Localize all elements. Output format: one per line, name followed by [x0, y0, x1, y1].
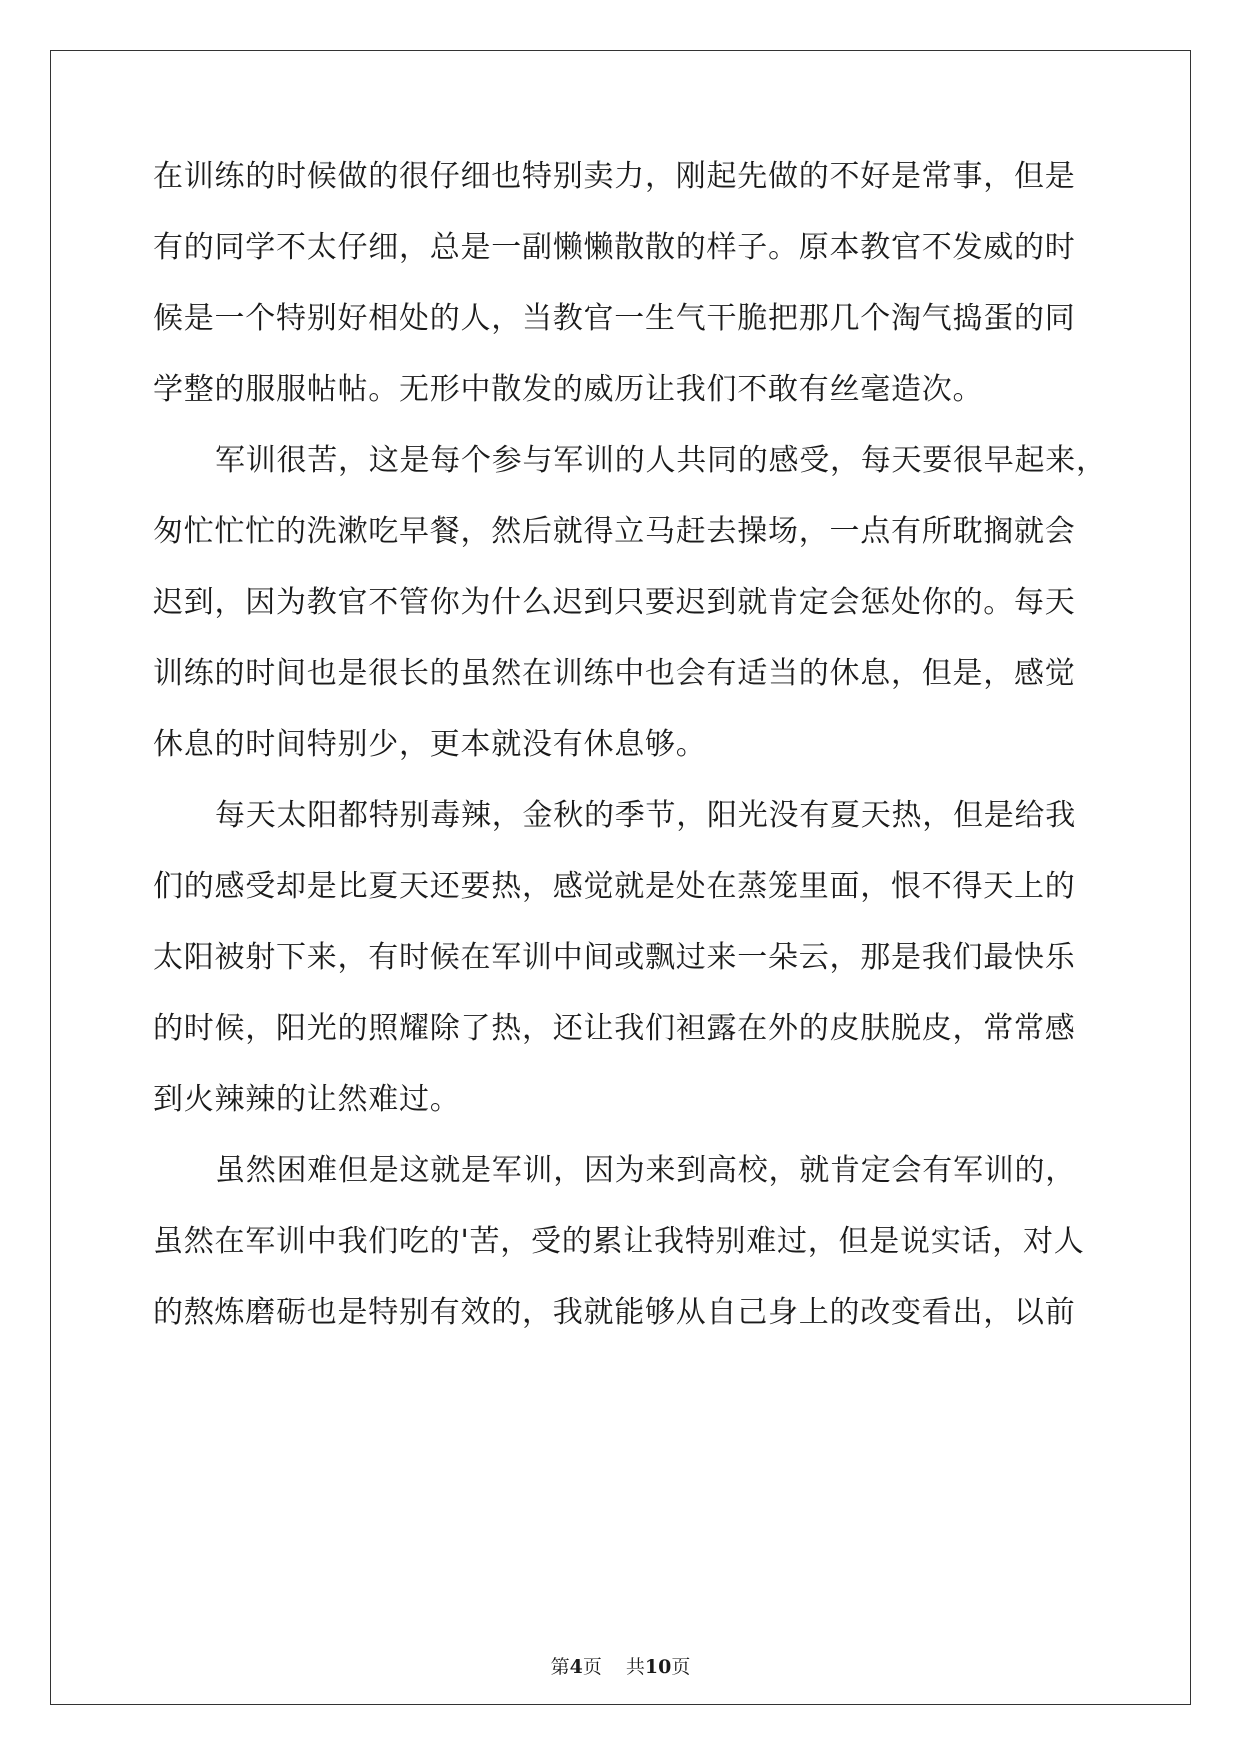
text-line: 的熬炼磨砺也是特别有效的，我就能够从自己身上的改变看出，以前: [153, 1295, 1076, 1330]
total-prefix: 共: [625, 1656, 645, 1678]
page-number: 4: [569, 1656, 583, 1678]
text-line: 有的同学不太仔细，总是一副懒懒散散的样子。原本教官不发威的时: [153, 230, 1076, 265]
text-line: 训练的时间也是很长的虽然在训练中也会有适当的休息，但是，感觉: [153, 656, 1076, 691]
text-line: 在训练的时候做的很仔细也特别卖力，刚起先做的不好是常事，但是: [153, 159, 1076, 194]
page-suffix: 页: [582, 1656, 602, 1678]
page-footer: [0, 1655, 1241, 1679]
text-line: 休息的时间特别少，更本就没有休息够。: [153, 727, 707, 762]
text-line: 候是一个特别好相处的人，当教官一生气干脆把那几个淘气捣蛋的同: [153, 301, 1076, 336]
paragraph-start-line: 虽然困难但是这就是军训，因为来到高校，就肯定会有军训的，: [215, 1153, 1076, 1188]
page-prefix: 第: [550, 1656, 570, 1678]
text-line: 学整的服服帖帖。无形中散发的威历让我们不敢有丝毫造次。: [153, 372, 984, 407]
text-line: 到火辣辣的让然难过。: [153, 1082, 461, 1117]
total-pages: 10: [644, 1656, 672, 1678]
text-line: 虽然在军训中我们吃的'苦，受的累让我特别难过，但是说实话，对人: [153, 1224, 1085, 1259]
text-line: 的时候，阳光的照耀除了热，还让我们袒露在外的皮肤脱皮，常常感: [153, 1011, 1076, 1046]
text-line: 们的感受却是比夏天还要热，感觉就是处在蒸笼里面，恨不得天上的: [153, 869, 1076, 904]
paragraph-start-line: 军训很苦，这是每个参与军训的人共同的感受，每天要很早起来，: [215, 443, 1107, 478]
text-line: 太阳被射下来，有时候在军训中间或飘过来一朵云，那是我们最快乐: [153, 940, 1076, 975]
paragraph-start-line: 每天太阳都特别毒辣，金秋的季节，阳光没有夏天热，但是给我: [215, 798, 1076, 833]
total-suffix: 页: [671, 1656, 691, 1678]
text-line: 匆忙忙忙的洗漱吃早餐，然后就得立马赶去操场，一点有所耽搁就会: [153, 514, 1076, 549]
text-line: 迟到，因为教官不管你为什么迟到只要迟到就肯定会惩处你的。每天: [153, 585, 1076, 620]
